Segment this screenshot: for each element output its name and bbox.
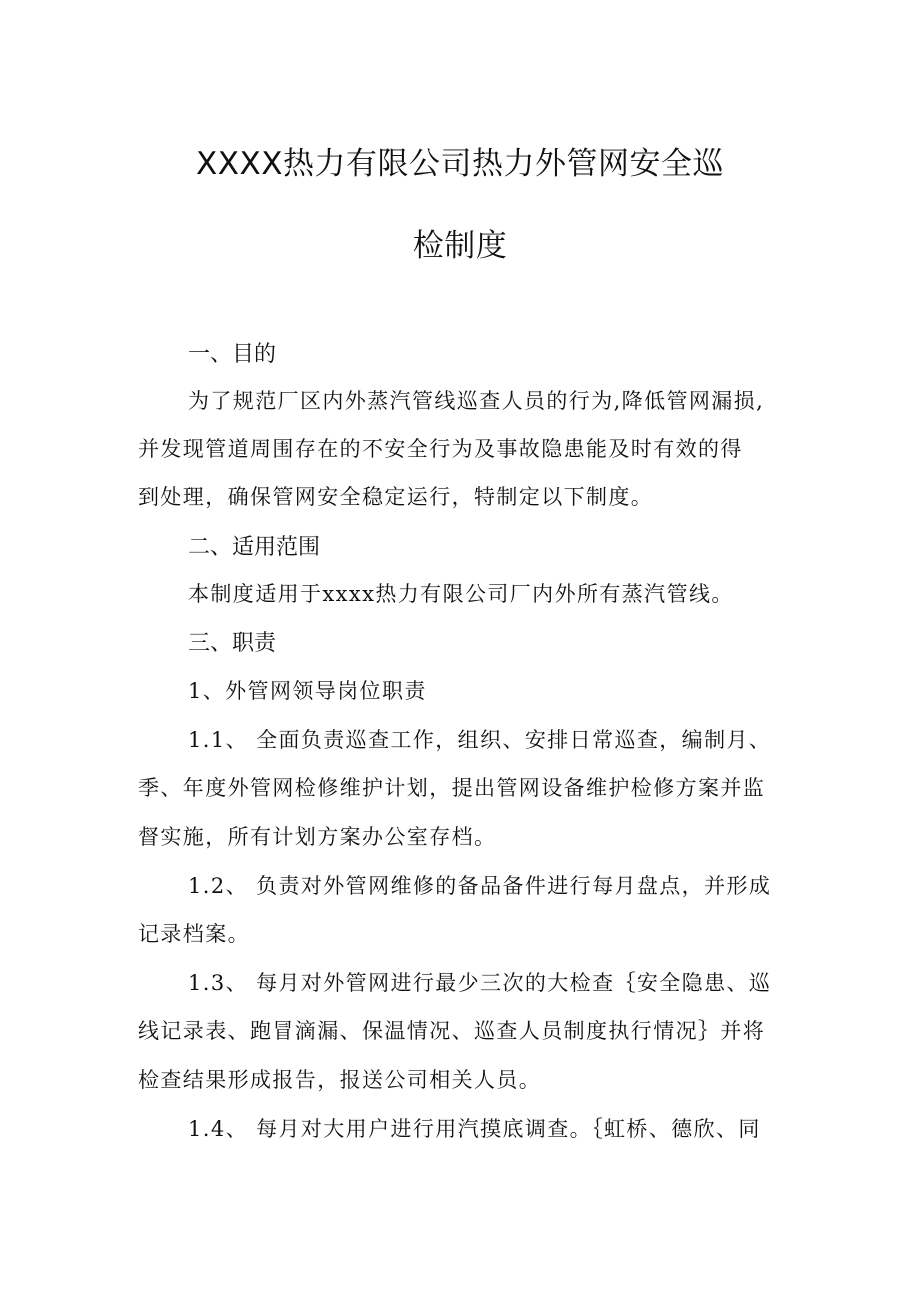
paragraph-line: 1.4、 每月对大用户进行用汽摸底调查。｛虹桥、德欣、同 [188,1117,761,1141]
paragraph-line: 到处理，确保管网安全稳定运行，特制定以下制度。 [138,485,654,509]
paragraph-line: 1.2、 负责对外管网维修的备品备件进行每月盘点，并形成 [188,874,772,898]
paragraph-line: 并发现管道周围存在的不安全行为及事故隐患能及时有效的得 [138,437,743,461]
paragraph-line: 1.3、 每月对外管网进行最少三次的大检查｛安全隐患、巡 [188,971,772,995]
paragraph-line: 为了规范厂区内外蒸汽管线巡查人员的行为,降低管网漏损, [188,389,765,413]
paragraph-line: 1.1、 全面负责巡查工作，组织、安排日常巡查，编制月、 [188,728,772,752]
section-heading-scope: 二、适用范围 [188,535,321,560]
paragraph-line: 记录档案。 [138,922,250,946]
document-title-line-2: 检制度 [412,228,508,264]
paragraph-line: 检查结果形成报告，报送公司相关人员。 [138,1068,542,1092]
document-title-line-1: XXXX热力有限公司热力外管网安全巡 [196,146,724,182]
paragraph-line: 季、年度外管网检修维护计划，提出管网设备维护检修方案并监 [138,776,766,800]
section-heading-duties: 三、职责 [188,631,277,656]
paragraph-line: 督实施，所有计划方案办公室存档。 [138,825,497,849]
paragraph-line: 本制度适用于xxxx热力有限公司厂内外所有蒸汽管线。 [188,582,734,606]
paragraph-line: 线记录表、跑冒滴漏、保温情况、巡查人员制度执行情况｝并将 [138,1019,766,1043]
subsection-heading: 1、外管网领导岗位职责 [188,679,427,703]
section-heading-purpose: 一、目的 [188,342,277,367]
